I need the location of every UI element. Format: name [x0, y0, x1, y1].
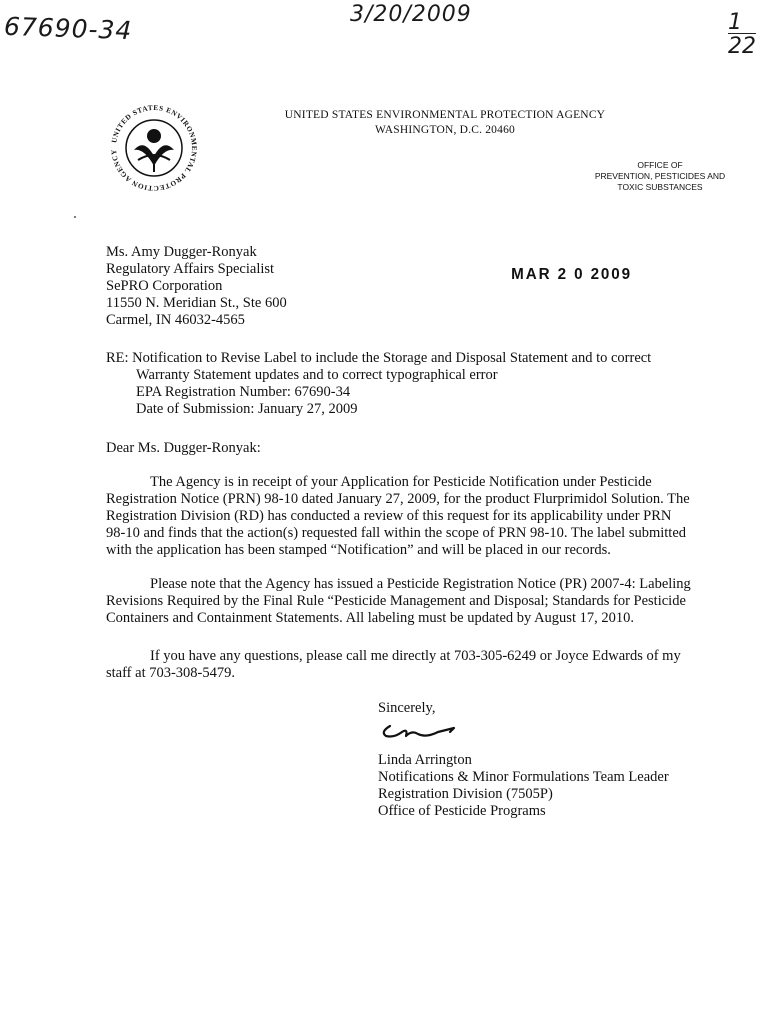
subject-block	[106, 350, 706, 418]
office-block	[560, 160, 760, 193]
recipient-street: 11550 N. Meridian St., Ste 600	[106, 295, 287, 311]
signer-name: Linda Arrington	[378, 752, 472, 768]
signer-block	[378, 752, 669, 820]
page-bottom-number: 22	[728, 34, 756, 59]
handwritten-page-count	[728, 10, 756, 59]
recipient-address	[106, 244, 287, 329]
salutation: Dear Ms. Dugger-Ronyak:	[106, 440, 261, 456]
closing: Sincerely,	[378, 700, 436, 716]
recipient-city: Carmel, IN 46032-4565	[106, 312, 245, 328]
handwritten-file-number: 67690-34	[3, 11, 133, 46]
office-line-1: OFFICE OF	[637, 160, 683, 170]
signer-division: Registration Division (7505P)	[378, 786, 553, 802]
recipient-title: Regulatory Affairs Specialist	[106, 261, 275, 277]
agency-name: UNITED STATES ENVIRONMENTAL PROTECTION AGENCY	[284, 109, 606, 121]
office-line-3: TOXIC SUBSTANCES	[617, 182, 703, 192]
recipient-name: Ms. Amy Dugger-Ronyak	[106, 244, 257, 260]
body-paragraph-3	[106, 648, 694, 682]
signer-office: Office of Pesticide Programs	[378, 803, 546, 819]
signer-title: Notifications & Minor Formulations Team Leader	[378, 769, 669, 785]
handwritten-signature	[378, 718, 468, 748]
paragraph-3-text: If you have any questions, please call me directly at 703-305-6249 or Joyce Edwards of my staff at 703-308-5479.	[106, 648, 681, 681]
paragraph-2-text: Please note that the Agency has issued a Pesticide Registration Notice (PR) 2007-4: Labeling Revisions Required by the Final Rule “Pesticide Management and Disposal; Standards for Pesticide Containers and Containment Statements. All labeling must be updated by August 17, 2010.	[106, 576, 691, 626]
epa-seal-logo	[104, 98, 204, 198]
office-line-2: PREVENTION, PESTICIDES AND	[594, 171, 726, 181]
registration-number: EPA Registration Number: 67690-34	[136, 384, 351, 400]
subject-line-2: Warranty Statement updates and to correct typographical error	[136, 367, 498, 383]
subject-line-1: RE: Notification to Revise Label to include the Storage and Disposal Statement and to correct	[106, 350, 652, 366]
scan-speck	[74, 216, 76, 218]
date-stamp: MAR 2 0 2009	[511, 266, 632, 283]
page-top-number: 1	[728, 10, 742, 35]
letterhead	[250, 108, 640, 138]
body-paragraph-1	[106, 474, 694, 559]
body-paragraph-2	[106, 576, 694, 627]
submission-date: Date of Submission: January 27, 2009	[136, 401, 358, 417]
recipient-company: SePRO Corporation	[106, 278, 223, 294]
agency-city: WASHINGTON, D.C. 20460	[375, 124, 515, 136]
handwritten-date: 3/20/2009	[350, 2, 472, 27]
svg-text:UNITED STATES ENVIRONMENTAL PR	[110, 104, 198, 192]
seal-ring-text: UNITED STATES ENVIRONMENTAL PROTECTION AGENCY	[109, 103, 199, 193]
paragraph-1-text: The Agency is in receipt of your Application for Pesticide Notification under Pesticide Registration Notice (PRN) 98-10 dated January 27, 2009, for the product Flurprimidol Solution. The Registration Division (RD) has conducted a review of this request for its applicability under PRN 98-10 and finds that the action(s) requested fall within the scope of PRN 98-10. The label submitted with the application has been stamped “Notification” and will be placed in our records.	[106, 474, 690, 558]
